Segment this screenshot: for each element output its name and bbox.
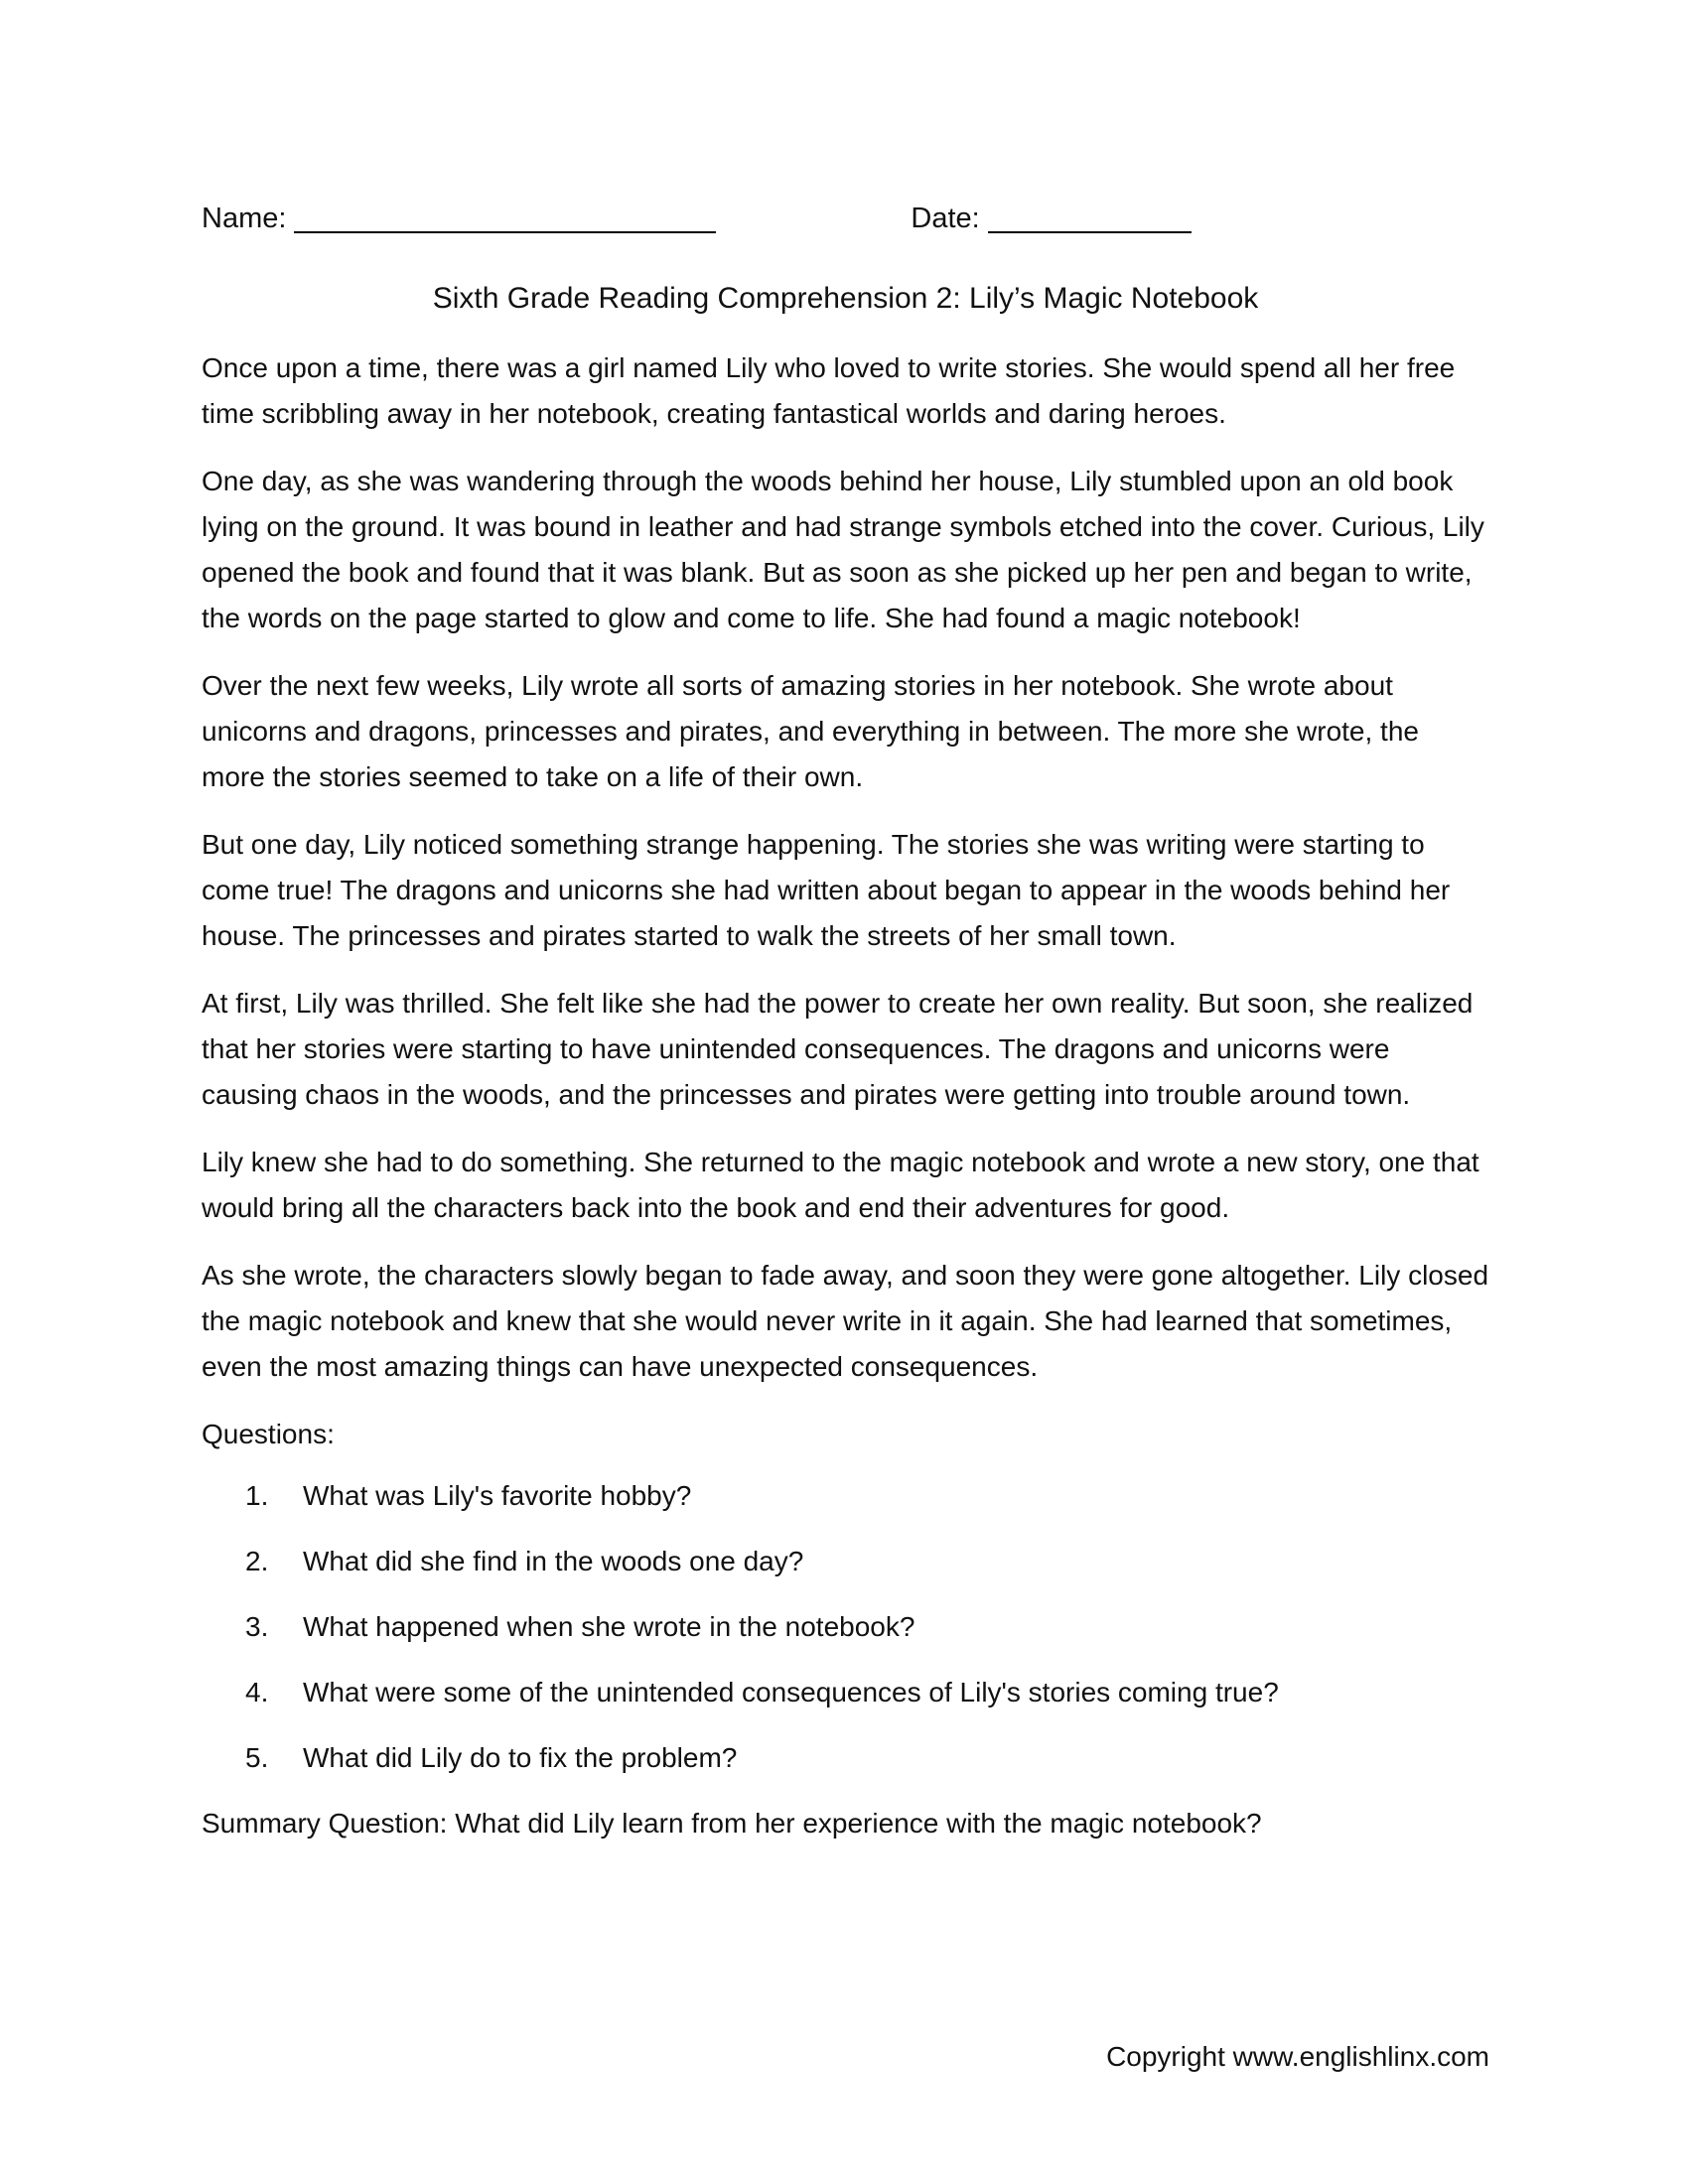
question-item-3: [245, 1604, 1489, 1650]
question-number: 2.: [245, 1546, 269, 1576]
questions-heading: Questions:: [202, 1419, 335, 1449]
story-paragraph-5: At first, Lily was thrilled. She felt like she had the power to create her own reality. But soon, she realized that her stories were starting to have unintended consequences. The dragons and unicorns were causing chaos in the woods, and the princesses and pirates were getting into trouble around town.: [202, 988, 1474, 1110]
question-item-2: [245, 1539, 1489, 1584]
question-number: 1.: [245, 1480, 269, 1511]
story-paragraph-6: Lily knew she had to do something. She returned to the magic notebook and wrote a new story, one that would bring all the characters back into the book and end their adventures for good.: [202, 1147, 1479, 1223]
name-blank-line[interactable]: [294, 202, 716, 233]
story-paragraph-3: Over the next few weeks, Lily wrote all sorts of amazing stories in her notebook. She wrote about unicorns and dragons, princesses and pirates, and everything in between. The more she wrote, the more the stories seemed to take on a life of their own.: [202, 670, 1419, 792]
question-text: What did she find in the woods one day?: [303, 1546, 804, 1576]
questions-list: [202, 1473, 1489, 1781]
question-text: What was Lily's favorite hobby?: [303, 1480, 692, 1511]
question-text: What were some of the unintended consequences of Lily's stories coming true?: [303, 1677, 1279, 1707]
question-text: What happened when she wrote in the notebook?: [303, 1611, 915, 1642]
question-item-4: [245, 1670, 1489, 1715]
name-label: Name:: [202, 203, 287, 234]
story-paragraph-7: As she wrote, the characters slowly began to fade away, and soon they were gone altogether. Lily closed the magic notebook and knew that she would never write in it again. She had learned that sometimes, even the most amazing things can have unexpected consequences.: [202, 1260, 1489, 1382]
question-text: What did Lily do to fix the problem?: [303, 1742, 738, 1773]
summary-question: Summary Question: What did Lily learn from her experience with the magic notebook?: [202, 1808, 1262, 1839]
date-label: Date:: [911, 203, 980, 234]
question-number: 4.: [245, 1677, 269, 1707]
question-number: 5.: [245, 1742, 269, 1773]
page-title: Sixth Grade Reading Comprehension 2: Lily’s Magic Notebook: [432, 282, 1259, 315]
story-paragraph-1: Once upon a time, there was a girl named Lily who loved to write stories. She would spend all her free time scribbling away in her notebook, creating fantastical worlds and daring heroes.: [202, 352, 1456, 429]
story-paragraph-2: One day, as she was wandering through the woods behind her house, Lily stumbled upon an old book lying on the ground. It was bound in leather and had strange symbols etched into the cover. Curious, Lily opened the book and found that it was blank. But as soon as she picked up her pen and began to write, the words on the page started to glow and come to life. She had found a magic notebook!: [202, 466, 1484, 633]
header: [202, 199, 1489, 238]
date-blank-line[interactable]: [988, 202, 1192, 233]
story-paragraph-4: But one day, Lily noticed something strange happening. The stories she was writing were starting to come true! The dragons and unicorns she had written about began to appear in the woods behind her house. The princesses and pirates started to walk the streets of her small town.: [202, 829, 1451, 951]
question-item-5: [245, 1735, 1489, 1781]
question-number: 3.: [245, 1611, 269, 1642]
footer-copyright: Copyright www.englishlinx.com: [1106, 2041, 1489, 2072]
question-item-1: [245, 1473, 1489, 1519]
